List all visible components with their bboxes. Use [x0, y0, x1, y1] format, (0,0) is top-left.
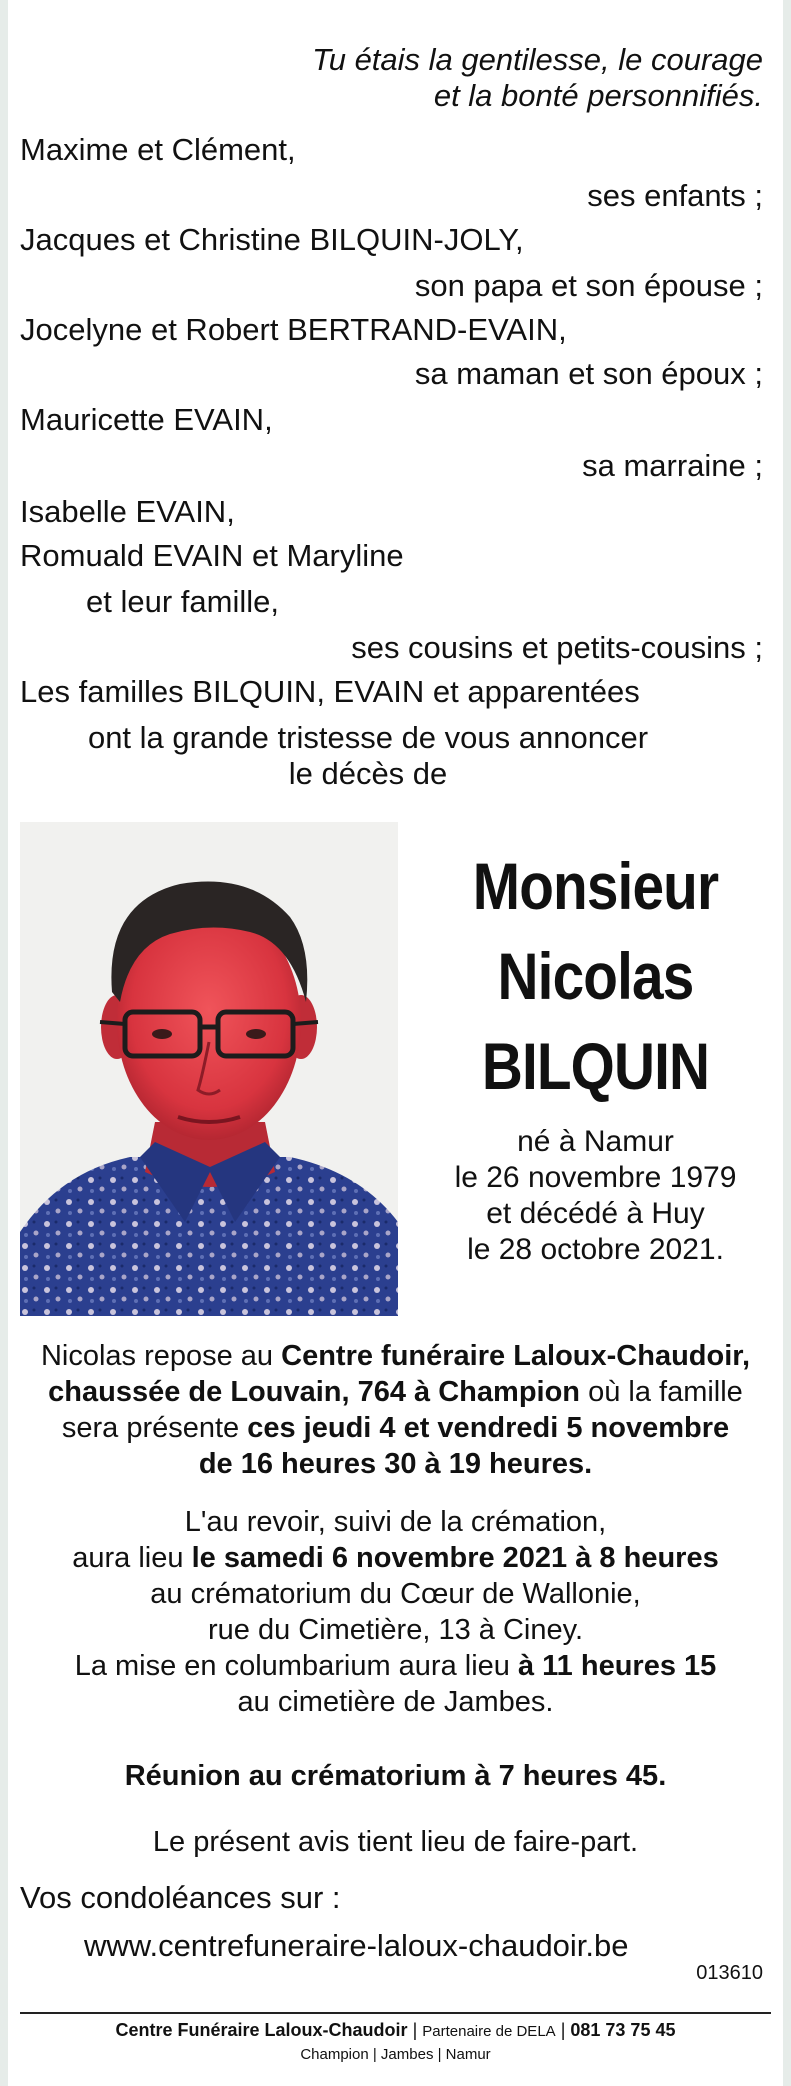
deceased-last-name: BILQUIN	[481, 1029, 710, 1103]
epigraph-line-2: et la bonté personnifiés.	[433, 78, 763, 113]
family-line: et leur famille,	[86, 584, 279, 619]
reunion-note: Réunion au crématorium à 7 heures 45.	[124, 1760, 667, 1792]
family-line: ses cousins et petits-cousins ;	[351, 630, 763, 665]
ceremony-line-3: au crématorium du Cœur de Wallonie,	[150, 1578, 641, 1610]
reference-number: 013610	[696, 1962, 763, 1984]
dates-line: et décédé à Huy	[486, 1197, 705, 1230]
ceremony-text: aura lieu	[72, 1542, 192, 1574]
portrait-photo	[20, 822, 398, 1316]
family-line: sa marraine ;	[582, 448, 763, 483]
resting-line-1	[8, 1338, 783, 1374]
family-line: Les familles BILQUIN, EVAIN et apparentées	[20, 674, 640, 709]
family-line: Maxime et Clément,	[20, 132, 296, 167]
resting-text: où la famille	[580, 1376, 743, 1408]
footer-divider	[20, 2012, 771, 2014]
dates-line: né à Namur	[517, 1125, 674, 1158]
resting-text: Nicolas repose au	[40, 1340, 282, 1372]
family-line: Mauricette EVAIN,	[20, 402, 273, 437]
dates-line: le 28 octobre 2021.	[467, 1233, 724, 1266]
ceremony-line-6: au cimetière de Jambes.	[237, 1686, 554, 1718]
condolences-label: Vos condoléances sur :	[20, 1880, 341, 1915]
ceremony-line-2	[8, 1540, 783, 1576]
funeral-center-name: Centre funéraire Laloux-Chaudoir,	[281, 1340, 751, 1372]
family-line: sa maman et son époux ;	[414, 356, 763, 391]
resting-line-4	[8, 1446, 783, 1482]
dates-line: le 26 novembre 1979	[454, 1161, 737, 1194]
family-line: ses enfants ;	[587, 178, 763, 213]
resting-text: sera présente	[61, 1412, 248, 1444]
family-line: son papa et son épouse ;	[414, 268, 763, 303]
columbarium-time: à 11 heures 15	[517, 1650, 717, 1682]
visitation-days: ces jeudi 4 et vendredi 5 novembre	[247, 1412, 730, 1444]
birth-death-dates	[418, 1124, 773, 1268]
resting-line-3	[8, 1410, 783, 1446]
announce-line-1: ont la grande tristesse de vous annoncer	[87, 720, 649, 755]
deceased-title: Monsieur	[472, 849, 719, 923]
footer-separator: |	[412, 2020, 423, 2040]
deceased-name	[418, 850, 773, 1120]
family-line: Jacques et Christine BILQUIN-JOLY,	[20, 222, 524, 257]
epigraph-line-1: Tu étais la gentilesse, le courage	[312, 42, 763, 77]
visitation-hours: de 16 heures 30 à 19 heures.	[198, 1448, 593, 1480]
deceased-first-name: Nicolas	[497, 939, 694, 1013]
ceremony-text: La mise en columbarium aura lieu	[74, 1650, 518, 1682]
ceremony-line-5	[8, 1648, 783, 1684]
footer-company-line	[8, 2020, 783, 2041]
ceremony-line-4: rue du Cimetière, 13 à Ciney.	[207, 1614, 584, 1646]
ceremony-date: le samedi 6 novembre 2021 à 8 heures	[191, 1542, 719, 1574]
family-line: Romuald EVAIN et Maryline	[20, 538, 404, 573]
footer-partner: Partenaire de DELA	[422, 2023, 556, 2040]
footer-locations: Champion | Jambes | Namur	[300, 2046, 491, 2063]
footer-phone: 081 73 75 45	[570, 2020, 676, 2040]
footer-separator: |	[560, 2020, 571, 2040]
ceremony-paragraph	[8, 1504, 783, 1720]
notice-text: Le présent avis tient lieu de faire-part.	[152, 1826, 639, 1858]
condolences-url[interactable]: www.centrefuneraire-laloux-chaudoir.be	[84, 1928, 629, 1963]
announce-line-2: le décès de	[288, 756, 448, 791]
ceremony-line-1: L'au revoir, suivi de la crémation,	[184, 1506, 607, 1538]
resting-line-2	[8, 1374, 783, 1410]
funeral-center-address: chaussée de Louvain, 764 à Champion	[48, 1376, 581, 1408]
family-line: Isabelle EVAIN,	[20, 494, 235, 529]
footer-company: Centre Funéraire Laloux-Chaudoir	[115, 2020, 408, 2040]
resting-paragraph	[8, 1338, 783, 1482]
obituary-page	[8, 0, 783, 2086]
family-line: Jocelyne et Robert BERTRAND-EVAIN,	[20, 312, 567, 347]
